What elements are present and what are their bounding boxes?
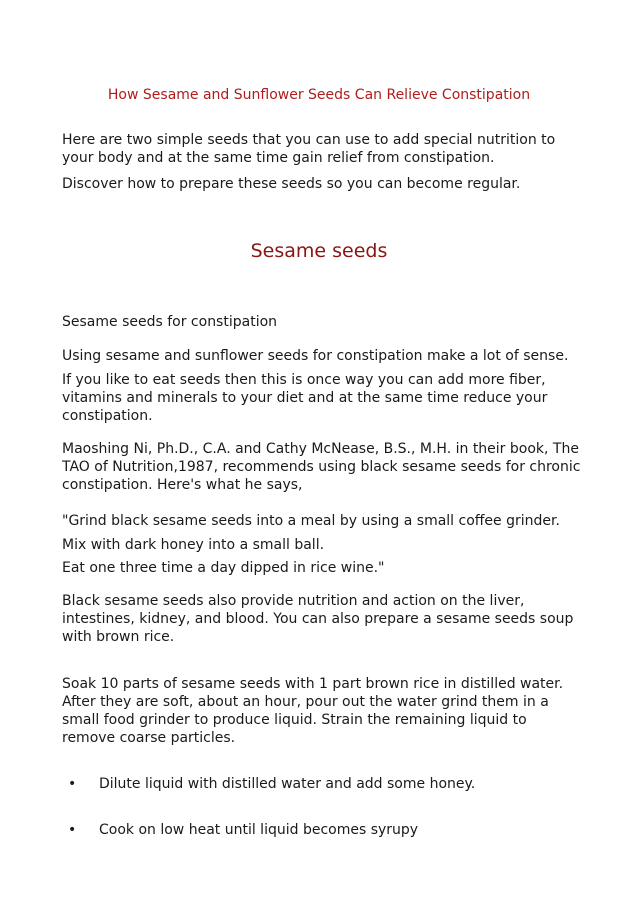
soak-paragraph: Soak 10 parts of sesame seeds with 1 part brown rice in distilled water. After they are soft, about an hour, pour out the water grind them in a small food grinder to produce liquid. Strain the remaining liquid to remove coarse particles. [62,676,564,746]
quote-line-2: Mix with dark honey into a small ball. [62,537,325,553]
quote-line-1: "Grind black sesame seeds into a meal by using a small coffee grinder. [62,513,560,529]
quote-line-3: Eat one three time a day dipped in rice wine." [62,560,385,576]
using-paragraph: Using sesame and sunflower seeds for constipation make a lot of sense. [62,348,569,364]
list-item-text: Cook on low heat until liquid becomes syrupy [99,822,419,838]
intro-paragraph: Here are two simple seeds that you can use to add special nutrition to your body and at the same time gain relief from constipation. [62,132,556,166]
list-item-text: Dilute liquid with distilled water and add some honey. [99,776,476,792]
document-title: How Sesame and Sunflower Seeds Can Relieve Constipation [107,87,531,103]
bullet-marker: • [68,776,77,792]
if-you-like-paragraph: If you like to eat seeds then this is once way you can add more fiber, vitamins and minerals to your diet and at the same time reduce your constipation. [62,372,548,424]
intro-discover: Discover how to prepare these seeds so you can become regular. [62,176,521,192]
bullet-marker: • [68,822,77,838]
maoshing-paragraph: Maoshing Ni, Ph.D., C.A. and Cathy McNease, B.S., M.H. in their book, The TAO of Nutrition,1987, recommends using black sesame seeds for chronic constipation. Here's what he says, [62,441,581,493]
subtitle-paragraph: Sesame seeds for constipation [62,314,278,330]
black-sesame-paragraph: Black sesame seeds also provide nutrition and action on the liver, intestines, kidney, and blood. You can also prepare a sesame seeds soup with brown rice. [62,593,574,645]
section-heading: Sesame seeds [250,240,388,262]
